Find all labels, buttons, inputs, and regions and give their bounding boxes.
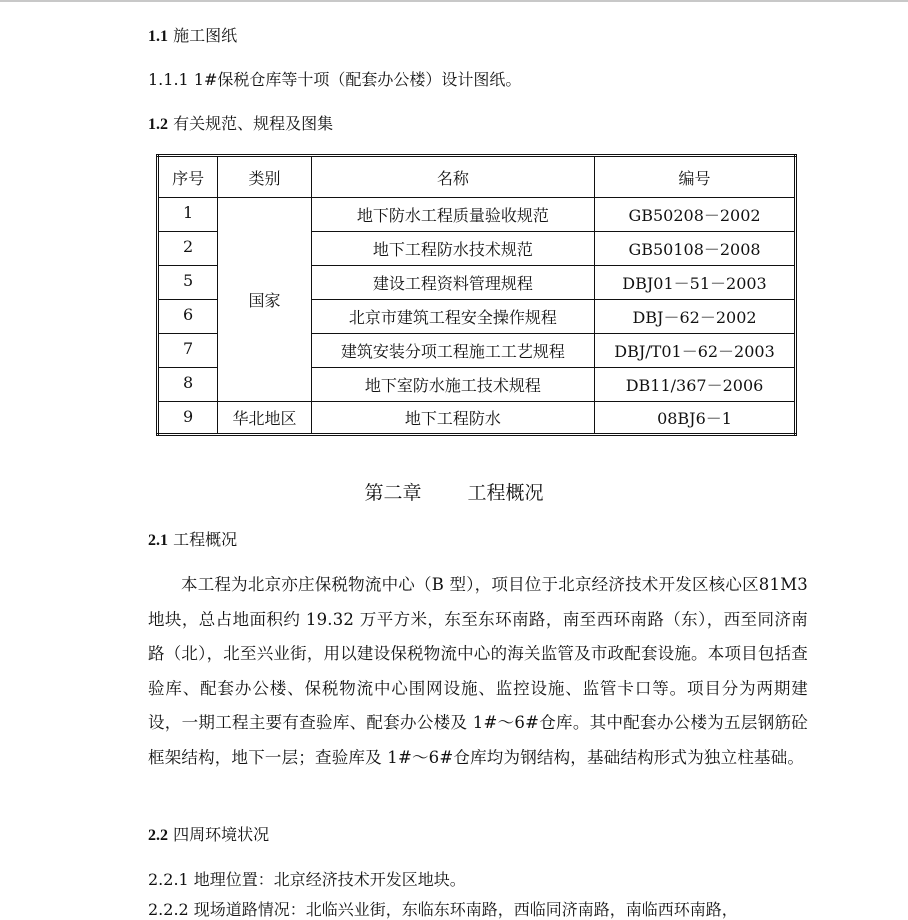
overview-paragraph: 本工程为北京亦庄保税物流中心（B 型），项目位于北京经济技术开发区核心区81M3 地块，总占地面积约 19.32 万平方米，东至东环南路，南至西环南路（东），西至同济南路（北），北至兴业街，用以建设保税物流中心的海关监管及市政配套设施。本项目包括查验库、配套办公楼、保税物流中心围网设施、监控设施、监管卡口等。项目分为两期建设，一期工程主要有查验库、配套办公楼及 1#～6#仓库。其中配套办公楼为五层钢筋砼框架结构，地下一层；查验库及 1#～6#仓库均为钢结构，基础结构形式为独立柱基础。 [148, 575, 808, 767]
row-code: GB50208－2002 [595, 198, 796, 232]
table-row [158, 402, 796, 435]
row-name: 建设工程资料管理规程 [311, 266, 594, 300]
chapter-title: 工程概况 [467, 482, 544, 504]
chapter-2-heading [0, 481, 908, 505]
row-code: DBJ/T01－62－2003 [595, 334, 796, 368]
header-category: 类别 [218, 156, 311, 198]
row-no: 5 [158, 266, 218, 300]
section-title: 施工图纸 [173, 26, 238, 45]
section-title: 四周环境状况 [173, 825, 270, 844]
standards-table [156, 154, 797, 436]
section-number: 1.2 [148, 116, 168, 133]
item-2-2-1: 2.2.1 地理位置：北京经济技术开发区地块。 [148, 870, 466, 889]
category-national: 国家 [218, 198, 311, 402]
chapter-label: 第二章 [364, 482, 422, 504]
row-name: 地下防水工程质量验收规范 [311, 198, 594, 232]
section-1-1-heading [148, 26, 237, 47]
row-code: DBJ01－51－2003 [595, 266, 796, 300]
row-no: 7 [158, 334, 218, 368]
row-no: 1 [158, 198, 218, 232]
row-code: DB11/367－2006 [595, 368, 796, 402]
section-title: 有关规范、规程及图集 [173, 114, 334, 133]
section-number: 2.2 [148, 827, 168, 844]
table-header-row [158, 156, 796, 198]
table-row [158, 198, 796, 232]
section-number: 1.1 [148, 28, 168, 45]
item-2-2-2: 2.2.2 现场道路情况：北临兴业街，东临东环南路，西临同济南路，南临西环南路， [148, 900, 738, 919]
page-top-border [0, 0, 908, 2]
section-2-1-heading [148, 530, 237, 551]
category-north-china: 华北地区 [218, 402, 311, 435]
item-1-1-1: 1.1.1 1#保税仓库等十项（配套办公楼）设计图纸。 [148, 70, 522, 89]
row-no: 6 [158, 300, 218, 334]
row-no: 9 [158, 402, 218, 435]
row-no: 2 [158, 232, 218, 266]
row-name: 建筑安装分项工程施工工艺规程 [311, 334, 594, 368]
row-name: 地下工程防水 [311, 402, 594, 435]
section-number: 2.1 [148, 532, 168, 549]
row-name: 地下工程防水技术规范 [311, 232, 594, 266]
header-name: 名称 [311, 156, 594, 198]
row-no: 8 [158, 368, 218, 402]
row-code: GB50108－2008 [595, 232, 796, 266]
row-code: DBJ－62－2002 [595, 300, 796, 334]
section-title: 工程概况 [173, 530, 238, 549]
section-2-2-heading [148, 825, 269, 846]
section-1-2-heading [148, 114, 333, 135]
header-code: 编号 [595, 156, 796, 198]
row-name: 地下室防水施工技术规程 [311, 368, 594, 402]
header-no: 序号 [158, 156, 218, 198]
row-code: 08BJ6－1 [595, 402, 796, 435]
row-name: 北京市建筑工程安全操作规程 [311, 300, 594, 334]
